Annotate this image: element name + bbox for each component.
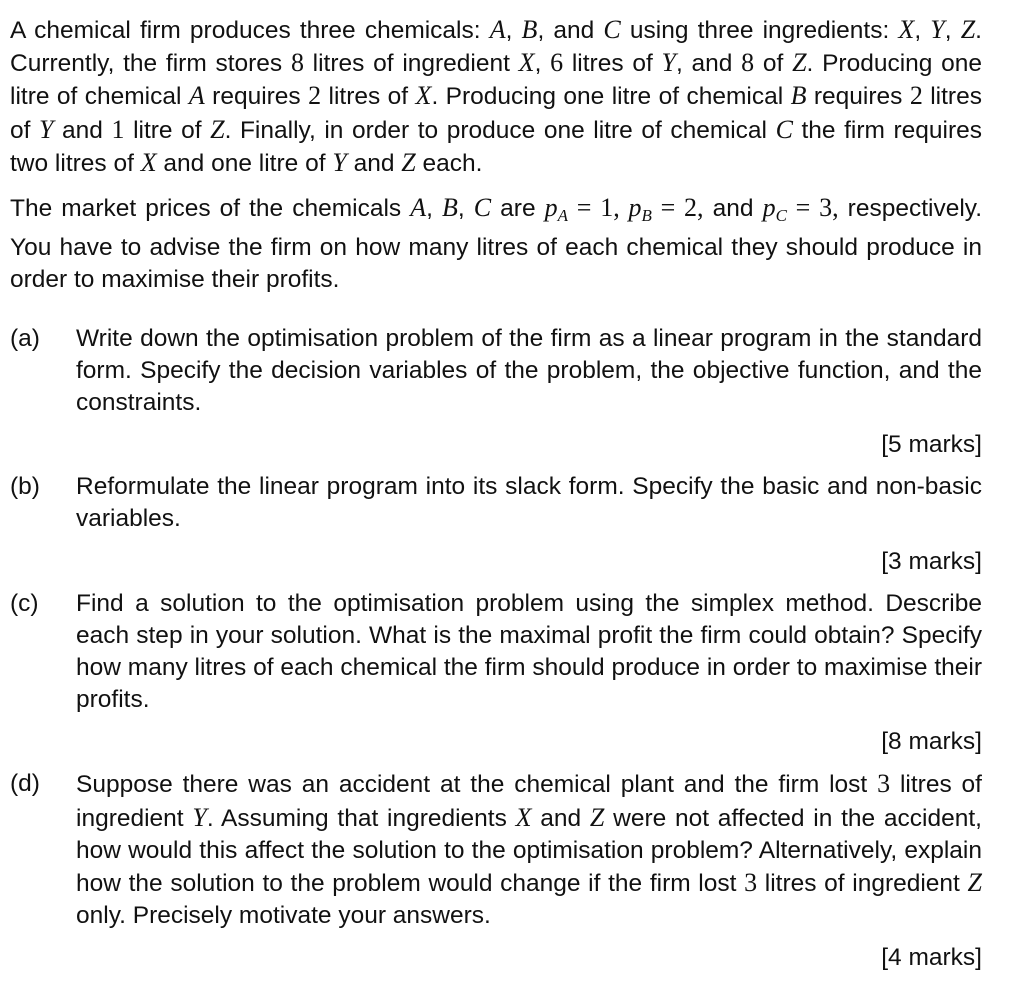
text: requires: [204, 83, 309, 111]
price-subscript: B: [641, 206, 652, 226]
text: Suppose there was an accident at the chemical plant and the firm lost: [76, 771, 878, 799]
math-var: Z: [401, 147, 416, 177]
part-label: (a): [10, 324, 40, 352]
math-num: 3: [744, 868, 758, 898]
math-var: Y: [192, 802, 207, 832]
text: litres of ingredient: [303, 50, 519, 78]
marks-label: [8 marks]: [881, 728, 982, 756]
text: ,: [534, 50, 551, 78]
text: requires: [806, 83, 910, 111]
price-value: = 1,: [568, 193, 629, 223]
price-symbol: p: [762, 193, 776, 223]
text: of: [754, 50, 793, 78]
part-b: [10, 471, 982, 535]
text: ,: [457, 195, 474, 223]
text: and: [703, 195, 763, 223]
part-d: [10, 768, 982, 932]
text: A chemical firm produces three chemicals:: [10, 17, 490, 44]
price-symbol: p: [628, 193, 642, 223]
part-text: Reformulate the linear program into its slack form. Specify the basic and non-basic variables.: [76, 473, 982, 533]
text: ,: [914, 17, 931, 44]
math-var: Z: [589, 802, 605, 832]
math-var: A: [188, 81, 205, 111]
text: and one litre of: [156, 149, 333, 177]
math-var: B: [790, 81, 807, 111]
text: litre of: [124, 116, 211, 144]
price-symbol: p: [544, 193, 558, 223]
price-subscript: C: [775, 206, 787, 226]
text: . Assuming that ingredients: [206, 804, 516, 832]
text: ,: [426, 195, 442, 223]
text: litres of: [563, 50, 662, 78]
text: The market prices of the chemicals: [10, 195, 411, 223]
text: litres of ingredient: [76, 771, 982, 832]
math-num: 3: [877, 769, 891, 799]
math-num: 2: [308, 81, 322, 111]
text: ,: [944, 17, 961, 44]
text: each.: [415, 149, 483, 177]
text: . Producing one litre of chemical: [10, 50, 983, 111]
math-var: X: [415, 81, 432, 111]
math-var: C: [473, 193, 492, 223]
math-var: Z: [960, 15, 976, 44]
part-text: Write down the optimisation problem of the firm as a linear program in the standard form. Specify the decision variables of the problem, the objective function, and the constraints.: [76, 324, 982, 417]
part-text: Find a solution to the optimisation problem using the simplex method. Describe each step in your solution. What is the maximal profit the firm could obtain? Specify how many litres of each chemical the firm should produce in order to maximise their profits.: [76, 589, 982, 714]
text: the firm requires two litres of: [10, 116, 982, 177]
math-var: Z: [210, 114, 225, 144]
math-var: Y: [661, 48, 676, 78]
text: litres of: [10, 83, 982, 144]
price-value: = 3,: [786, 193, 839, 223]
part-label: (c): [10, 589, 39, 617]
math-num: 2: [909, 81, 923, 111]
math-var: Y: [930, 15, 945, 44]
part-a: [10, 323, 982, 420]
text: are: [491, 195, 545, 223]
math-var: B: [442, 193, 458, 223]
text: respectively. You have to advise the firm on how many litres of each chemical they should produce in order to maximise their profits.: [10, 195, 983, 294]
intro-paragraph-1: [10, 14, 982, 180]
math-var: X: [518, 48, 535, 78]
math-var: Y: [332, 147, 347, 177]
text: were not affected in the accident, how would this affect the solution to the optimisation problem? Alternatively, explain how the solution to the problem would change if the firm lost: [76, 804, 982, 898]
part-label: (b): [10, 473, 40, 501]
math-num: 8: [290, 48, 304, 78]
text: litres of: [321, 83, 416, 111]
price-subscript: A: [557, 206, 569, 226]
math-var: Z: [792, 48, 807, 78]
text: , and: [675, 50, 742, 78]
price-value: = 2,: [651, 193, 704, 223]
question-parts: [10, 323, 982, 975]
text: and: [346, 149, 402, 177]
text: . Producing one litre of chemical: [431, 83, 791, 111]
math-num: 1: [111, 114, 125, 144]
intro-paragraph-2: [10, 192, 982, 297]
math-var: X: [140, 147, 157, 177]
text: litres of ingredient: [757, 870, 968, 898]
part-text: [76, 768, 982, 932]
math-num: 6: [550, 48, 564, 78]
math-var: X: [898, 15, 915, 44]
text: only. Precisely motivate your answers.: [76, 902, 491, 930]
marks-label: [4 marks]: [881, 944, 982, 972]
math-var: Y: [39, 114, 54, 144]
part-label: (d): [10, 770, 40, 798]
text: and: [53, 116, 112, 144]
math-var: A: [489, 15, 506, 44]
marks-label: [3 marks]: [881, 547, 982, 575]
math-var: C: [775, 114, 793, 144]
text: using three ingredients:: [620, 17, 899, 44]
exam-question: [10, 14, 982, 974]
math-var: C: [603, 15, 621, 44]
text: and: [531, 804, 590, 832]
math-var: X: [515, 802, 532, 832]
math-var: A: [410, 193, 427, 223]
text: . Finally, in order to produce one litre of chemical: [224, 116, 776, 144]
math-num: 8: [741, 48, 755, 78]
math-var: B: [521, 15, 538, 44]
text: ,: [505, 17, 522, 44]
math-var: Z: [967, 868, 982, 898]
marks-label: [5 marks]: [881, 431, 982, 459]
text: . Currently, the firm stores: [10, 17, 982, 78]
text: , and: [537, 17, 604, 44]
part-c: [10, 588, 982, 717]
